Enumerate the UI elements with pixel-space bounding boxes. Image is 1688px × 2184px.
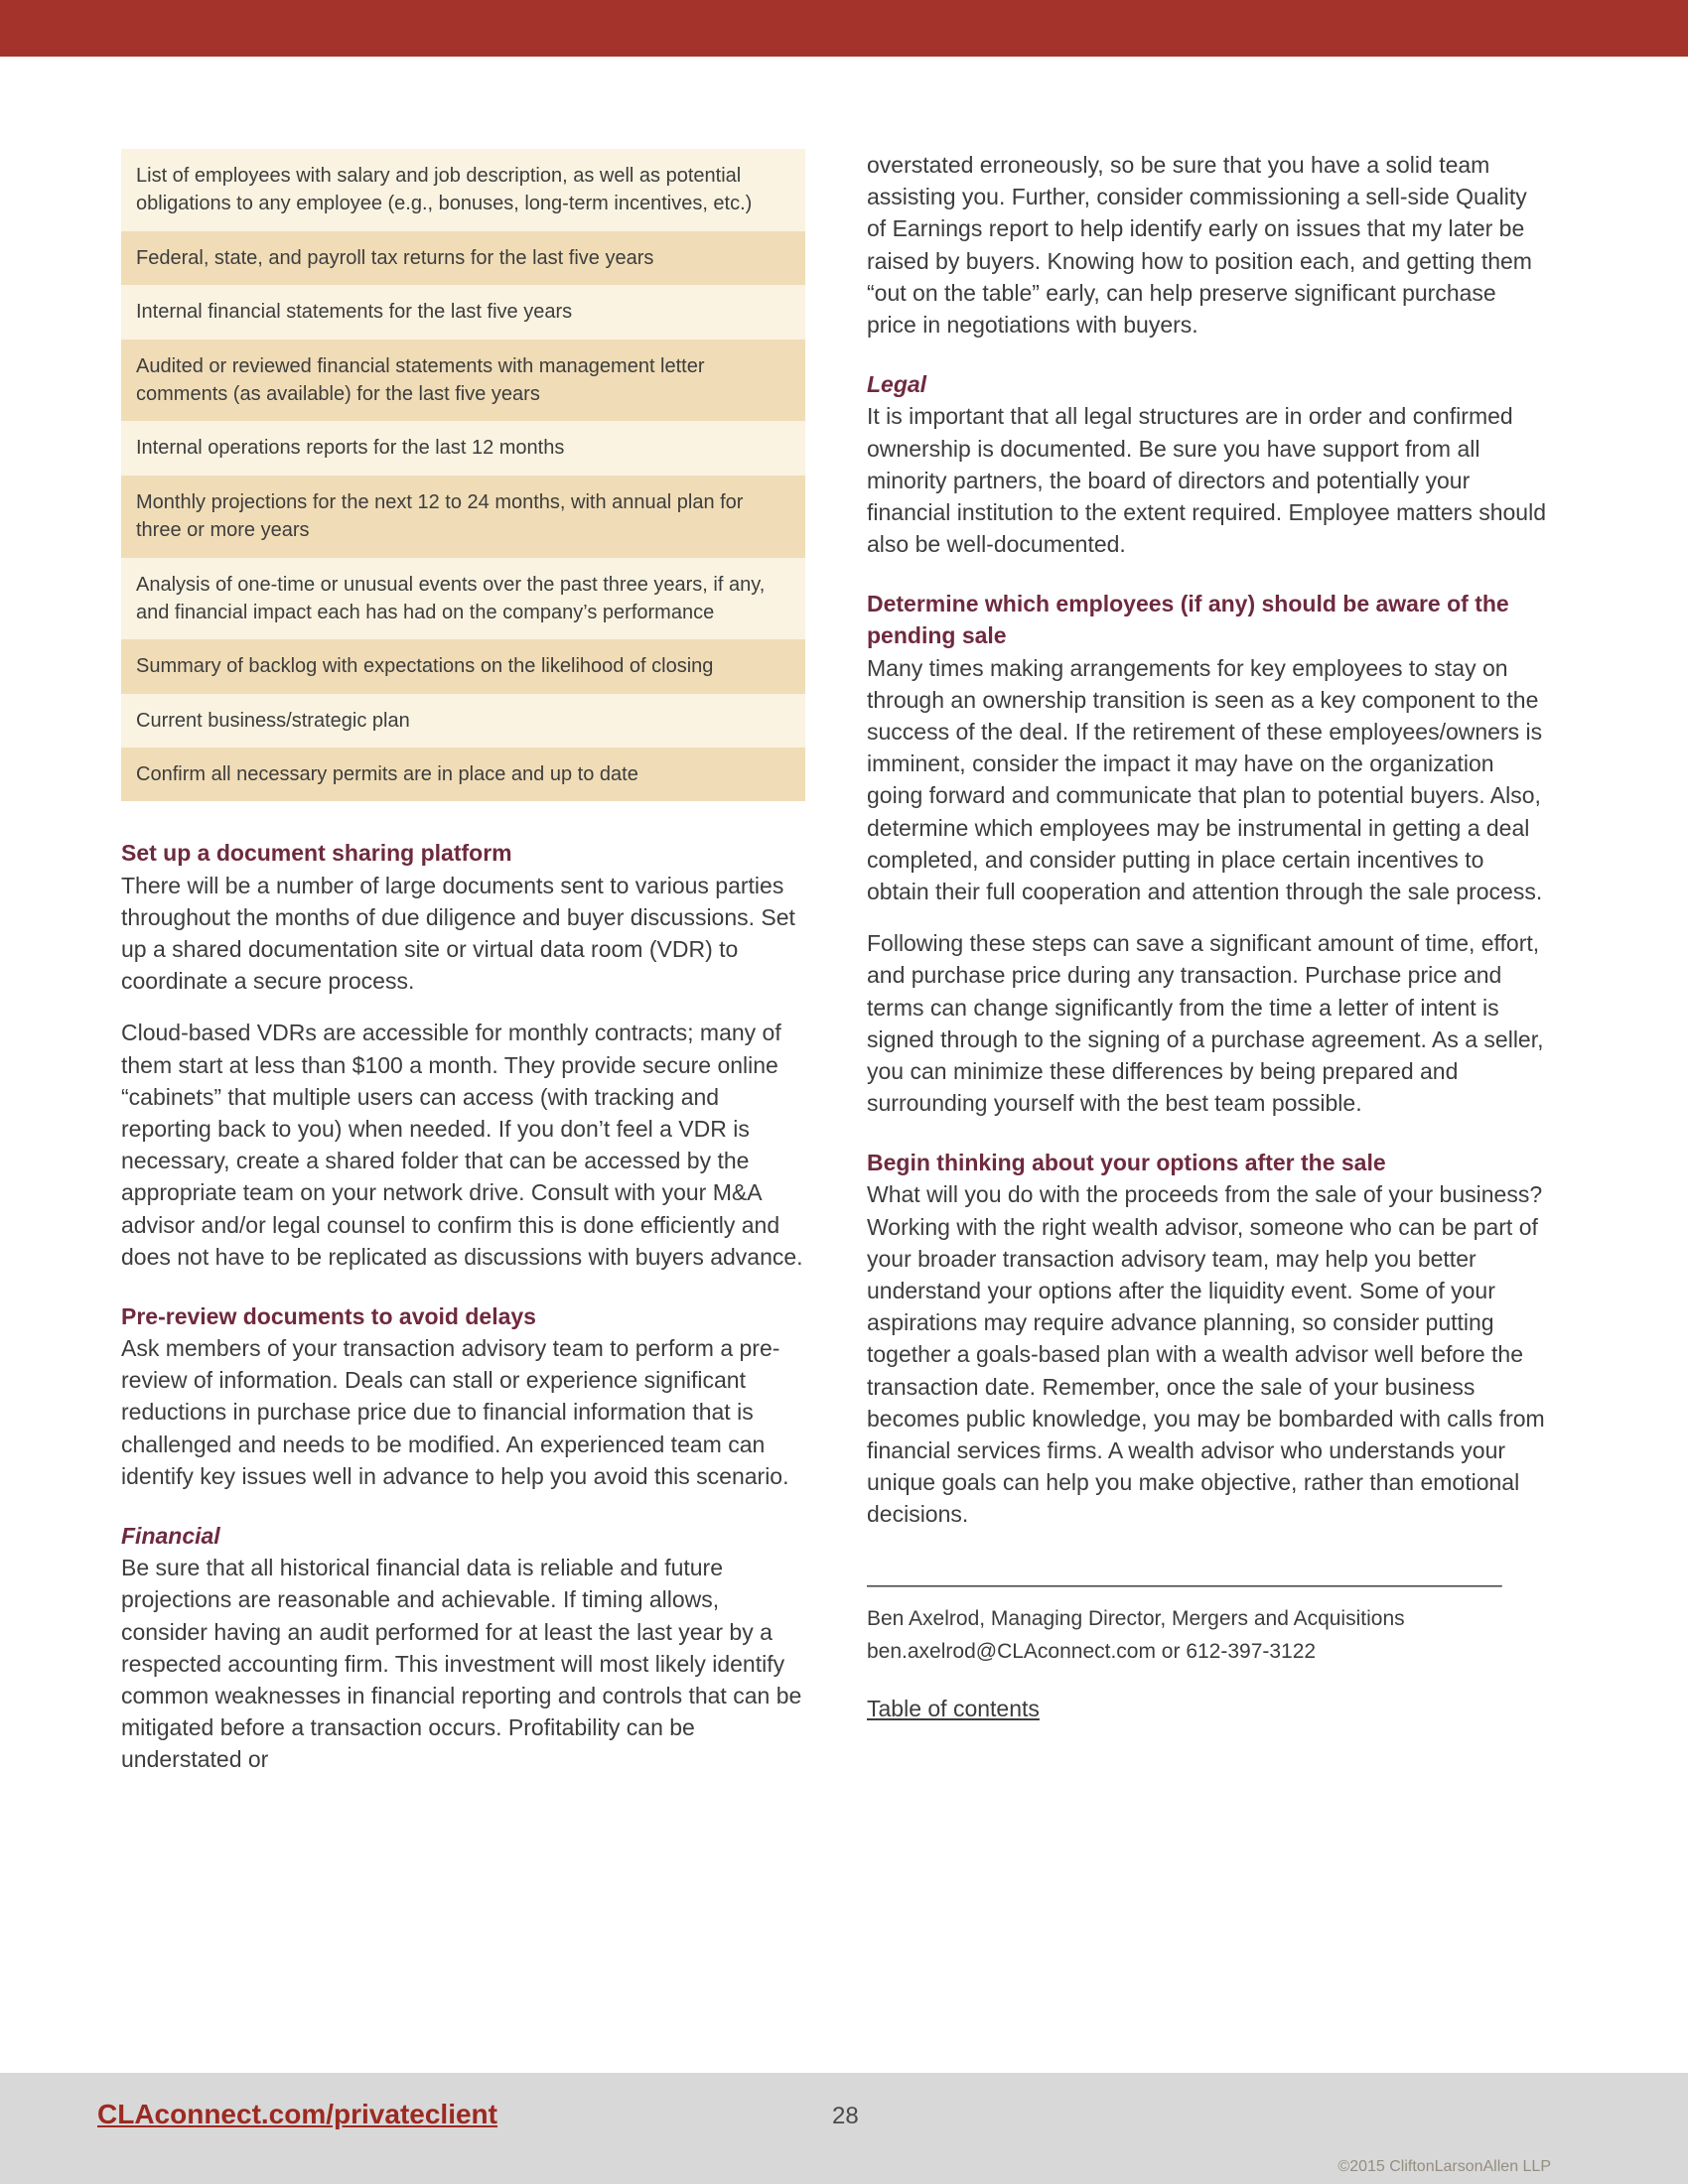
due-diligence-checklist (121, 149, 805, 801)
paragraph-continuation: overstated erroneously, so be sure that you have a solid team assisting you. Further, consider commissioning a sell-side Quality of Earnings report to help identify early on issues that my later be raised by buyers. Knowing how to position each, and getting them “out on the table” early, can help preserve significant purchase price in negotiations with buyers. (867, 152, 1532, 338)
section-options-after-sale (867, 1147, 1551, 1530)
paragraph: What will you do with the proceeds from the sale of your business? Working with the right wealth advisor, someone who can be part of your broader transaction advisory team, may help you better understand your options after the liquidity event. Some of your aspirations may require advance planning, so consider putting together a goals-based plan with a wealth advisor well before the transaction date. Remember, once the sale of your business becomes public knowledge, you may be bombarded with calls from financial services firms. A wealth advisor who understands your unique goals can help you make objective, rather than emotional decisions. (867, 1181, 1545, 1528)
checklist-item: Summary of backlog with expectations on the likelihood of closing (121, 639, 805, 693)
paragraph: Be sure that all historical financial data is reliable and future projections are reasonable and achievable. If timing allows, consider having an audit performed for at least the last year by a respected accounting firm. This investment will most likely identify common weaknesses in financial reporting and controls that can be mitigated before a transaction occurs. Profitability can be understated or (121, 1555, 802, 1773)
section-legal (867, 368, 1551, 560)
paragraph: There will be a number of large documents sent to various parties throughout the months of due diligence and buyer discussions. Set up a shared documentation site or virtual data room (VDR) to coordinate a secure process. (121, 872, 795, 995)
paragraph: Ask members of your transaction advisory team to perform a pre-review of information. Deals can stall or experience significant reductions in purchase price due to financial information that is challenged and needs to be modified. An experienced team can identify key issues well in advance to help you avoid this scenario. (121, 1335, 789, 1489)
section-document-sharing (121, 837, 805, 1272)
content-area (121, 149, 1551, 1776)
section-heading: Pre-review documents to avoid delays (121, 1302, 536, 1329)
page-footer (0, 2073, 1688, 2184)
section-heading: Set up a document sharing platform (121, 840, 512, 867)
section-heading: Begin thinking about your options after the sale (867, 1150, 1386, 1176)
checklist-item: List of employees with salary and job description, as well as potential obligations to any employee (e.g., bonuses, long-term incentives, etc.) (121, 149, 805, 231)
section-pre-review (121, 1300, 805, 1492)
checklist-item: Audited or reviewed financial statements with management letter comments (as available) for the last five years (121, 340, 805, 422)
paragraph: Cloud-based VDRs are accessible for monthly contracts; many of them start at less than $100 a month. They provide secure online “cabinets” that multiple users can access (with tracking and reporting back to you) when needed. If you don’t feel a VDR is necessary, create a shared folder that can be accessed by the appropriate team on your network drive. Consult with your M&A advisor and/or legal counsel to confirm this is done efficiently and does not have to be replicated as discussions with buyers advance. (121, 1020, 803, 1270)
left-column (121, 149, 805, 1776)
section-heading: Legal (867, 371, 927, 398)
copyright-text: ©2015 CliftonLarsonAllen LLP (1337, 2158, 1551, 2175)
checklist-item: Internal operations reports for the last 12 months (121, 421, 805, 475)
paragraph: Many times making arrangements for key employees to stay on through an ownership transition is seen as a key component to the success of the deal. If the retirement of these employees/owners is imminent, consider the impact it may have on the organization going forward and communicate that plan to potential buyers. Also, determine which employees may be instrumental in getting a deal completed, and consider putting in place certain incentives to obtain their full cooperation and attention through the sale process. (867, 654, 1543, 904)
checklist-item: Internal financial statements for the last five years (121, 285, 805, 339)
section-employees-aware (867, 588, 1551, 1119)
section-heading: Financial (121, 1523, 220, 1550)
top-red-bar (0, 0, 1688, 57)
checklist-item: Current business/strategic plan (121, 694, 805, 748)
footer-site-link[interactable]: CLAconnect.com/privateclient (97, 2099, 497, 2129)
checklist-item: Analysis of one-time or unusual events over the past three years, if any, and financial impact each has had on the company’s performance (121, 558, 805, 640)
checklist-item: Monthly projections for the next 12 to 24 months, with annual plan for three or more years (121, 476, 805, 558)
contact-email-phone: ben.axelrod@CLAconnect.com or 612-397-3122 (867, 1640, 1317, 1664)
contact-name-title: Ben Axelrod, Managing Director, Mergers and Acquisitions (867, 1606, 1405, 1630)
checklist-item: Confirm all necessary permits are in place and up to date (121, 748, 805, 801)
page-number: 28 (832, 2103, 859, 2129)
table-of-contents-link[interactable]: Table of contents (867, 1696, 1040, 1722)
section-financial (121, 1520, 805, 1776)
contact-divider-line: __________________________________________________ (867, 1561, 1502, 1587)
paragraph: Following these steps can save a significant amount of time, effort, and purchase price during any transaction. Purchase price and terms can change significantly from the time a letter of intent is signed through to the signing of a purchase agreement. As a seller, you can minimize these differences by being prepared and surrounding yourself with the best team possible. (867, 930, 1544, 1117)
section-heading: Determine which employees (if any) should be aware of the pending sale (867, 591, 1509, 649)
paragraph: It is important that all legal structures are in order and confirmed ownership is documented. Be sure you have support from all minority partners, the board of directors and potentially your financial institution to the extent required. Employee matters should also be well-documented. (867, 403, 1546, 558)
checklist-item: Federal, state, and payroll tax returns for the last five years (121, 231, 805, 285)
right-column (867, 149, 1551, 1776)
